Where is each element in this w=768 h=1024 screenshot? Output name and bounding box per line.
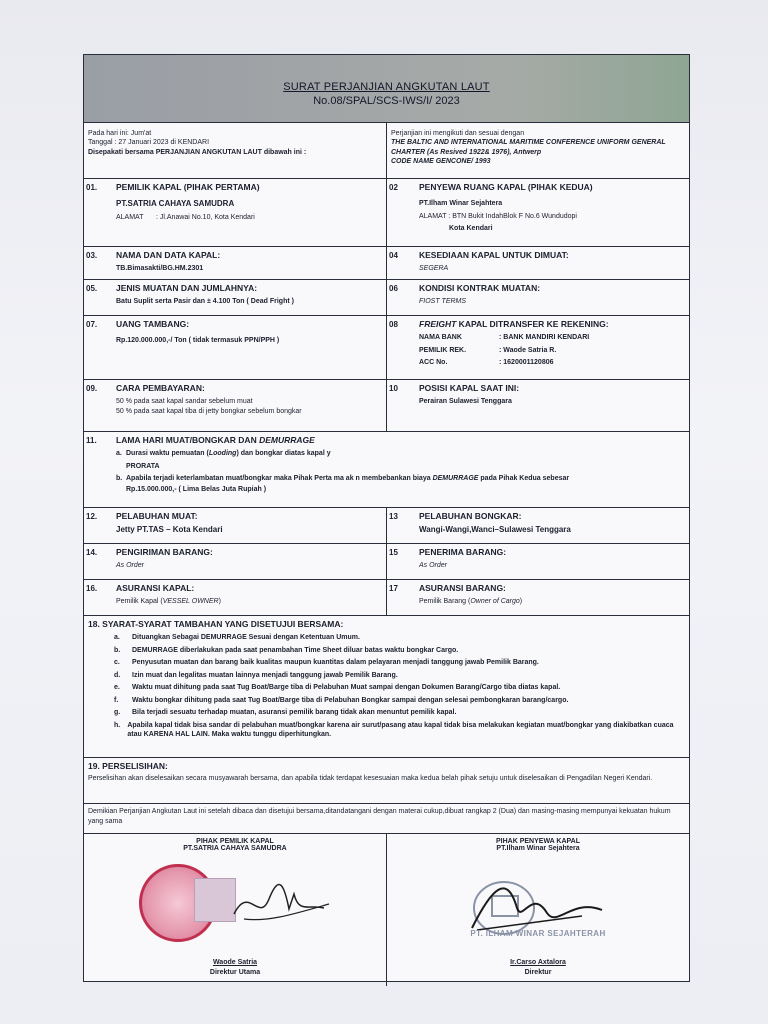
- list-continuation: PRORATA: [126, 462, 160, 470]
- section-06: [386, 280, 689, 315]
- list-text: [126, 474, 569, 483]
- term-marker: f.: [114, 696, 119, 704]
- section-value: FIOST TERMS: [419, 298, 467, 306]
- section-number: 08: [389, 320, 398, 329]
- signatory-title: Direktur Utama: [209, 969, 261, 976]
- intro-agreed: Disepakati bersama PERJANJIAN ANGKUTAN LAUT dibawah ini :: [88, 148, 307, 156]
- label-italic: DEMURRAGE: [259, 435, 315, 445]
- term-marker: b.: [114, 646, 121, 654]
- term-marker: g.: [114, 709, 121, 717]
- section-09: [84, 380, 386, 431]
- signatory-company: PT.Ilham Winar Sejahtera: [496, 845, 580, 852]
- charterer-city: Kota Kendari: [449, 225, 493, 233]
- term-marker: e.: [114, 684, 120, 692]
- freight-label-rest: KAPAL DITRANSFER KE REKENING:: [456, 319, 609, 329]
- text-part: Pemilik Barang (: [419, 598, 471, 606]
- section-row-12-13: [84, 508, 689, 544]
- term-text: Apabila kapal tidak bisa sandar di pelabuhan muat/bongkar karena air surut/pasang atau kapal tidak bisa melakukan kegiatan muat/bongkar yang diakibatkan cuaca atau KARENA HAL LAIN. Maka waktu tunggu diperhitungkan.: [127, 721, 674, 738]
- section-label: 19. PERSELISIHAN:: [88, 761, 168, 771]
- section-label: PELABUHAN MUAT:: [116, 511, 198, 521]
- label-part: LAMA HARI MUAT/BONGKAR DAN: [116, 435, 260, 445]
- section-number: 10: [389, 384, 398, 393]
- signatory-role: PIHAK PEMILIK KAPAL: [196, 838, 274, 845]
- section-label: KONDISI KONTRAK MUATAN:: [419, 283, 541, 293]
- signatory-name: Ir.Carso Axtalora: [510, 959, 566, 966]
- section-row-09-10: [84, 380, 689, 432]
- section-10: [386, 380, 689, 431]
- section-row-03-04: [84, 247, 689, 280]
- intro-ref-charter: THE BALTIC AND INTERNATIONAL MARITIME CONFERENCE UNIFORM GENERAL CHARTER (As Resived 1922& 1976), Antwerp: [391, 139, 666, 156]
- term-item: [114, 683, 685, 692]
- list-item: [116, 449, 685, 458]
- list-marker: a.: [116, 450, 122, 458]
- intro-row: [84, 123, 689, 179]
- address-key: ALAMAT: [116, 214, 144, 222]
- section-number: 06: [389, 284, 398, 293]
- acc-key: ACC No.: [419, 359, 448, 367]
- bank-value: : BANK MANDIRI KENDARI: [499, 334, 590, 342]
- section-row-18: [84, 616, 689, 758]
- section-number: 01.: [86, 183, 98, 192]
- section-value: Wangi-Wangi,Wanci–Sulawesi Tenggara: [419, 525, 571, 535]
- term-text: Waktu muat dihitung pada saat Tug Boat/Barge tiba di Pelabuhan Muat sampai dengan Dokumen Barang/Cargo tiba diatas kapal.: [132, 684, 561, 692]
- term-marker: a.: [114, 634, 120, 642]
- section-number: 07.: [86, 320, 98, 329]
- section-label: KESEDIAAN KAPAL UNTUK DIMUAT:: [419, 250, 569, 260]
- section-number: 12.: [86, 512, 98, 521]
- section-19: [84, 758, 689, 803]
- section-label: ASURANSI KAPAL:: [116, 583, 195, 593]
- term-item: [114, 721, 685, 740]
- section-number: 11.: [86, 436, 97, 445]
- section-14: [84, 544, 386, 579]
- intro-left: [84, 123, 386, 178]
- section-value: [419, 597, 685, 606]
- text-part: Apabila terjadi keterlambatan muat/bongkar maka Pihak Perta ma ak n membebankan biaya: [126, 475, 433, 483]
- payment-line-2: 50 % pada saat kapal tiba di jetty bongkar sebelum bongkar: [116, 407, 302, 415]
- section-17: [386, 580, 689, 615]
- section-18: [84, 616, 689, 757]
- section-label: PENYEWA RUANG KAPAL (PIHAK KEDUA): [419, 182, 593, 192]
- term-text: DEMURRAGE diberlakukan pada saat penambahan Time Sheet diluar batas waktu bongkar Cargo.: [132, 646, 459, 654]
- term-item: [114, 696, 685, 705]
- section-value: Perairan Sulawesi Tenggara: [419, 398, 512, 406]
- section-02: [386, 179, 689, 246]
- signatory-title: Direktur: [524, 969, 552, 976]
- owner-address: [116, 213, 382, 222]
- section-value: As Order: [419, 562, 448, 570]
- section-16: [84, 580, 386, 615]
- text-part: Durasi waktu pemuatan (: [126, 450, 209, 458]
- term-marker: h.: [114, 721, 121, 729]
- section-row-01-02: [84, 179, 689, 247]
- term-item: [114, 646, 685, 655]
- section-value: Rp.120.000.000,-/ Ton ( tidak termasuk PPN/PPH ): [116, 337, 280, 345]
- acc-value: : 1620001120806: [499, 359, 554, 367]
- term-item: [114, 708, 685, 717]
- section-number: 15: [389, 548, 398, 557]
- list-item: [116, 474, 685, 483]
- section-03: [84, 247, 386, 279]
- section-label: PENERIMA BARANG:: [419, 547, 507, 557]
- text-part: pada Pihak Kedua sebesar: [478, 475, 570, 483]
- owner-key: PEMILIK REK.: [419, 346, 467, 354]
- section-number: 04: [389, 251, 398, 260]
- section-row-14-15: [84, 544, 689, 580]
- section-label: PENGIRIMAN BARANG:: [116, 547, 213, 557]
- section-row-19: [84, 758, 689, 804]
- section-value: TB.Bimasakti/BG.HM.2301: [116, 265, 204, 273]
- term-text: Izin muat dan legalitas muatan lainnya menjadi tanggung jawab Pemilik Barang.: [132, 671, 398, 679]
- document-header: [84, 55, 689, 123]
- section-label: UANG TAMBANG:: [116, 319, 190, 329]
- section-label: [419, 319, 685, 330]
- section-label: PEMILIK KAPAL (PIHAK PERTAMA): [116, 182, 260, 192]
- signatory-company: PT.SATRIA CAHAYA SAMUDRA: [183, 845, 287, 852]
- list-marker: b.: [116, 475, 123, 483]
- signature-left: [84, 834, 386, 986]
- intro-day: Pada hari ini: Jum'at: [88, 130, 152, 137]
- section-number: 03.: [86, 251, 98, 260]
- charterer-address: ALAMAT : BTN Bukit IndahBlok F No.6 Wundudopi: [419, 212, 577, 220]
- section-number: 09.: [86, 384, 98, 393]
- text-part: ) dan bongkar diatas kapal y: [236, 450, 331, 458]
- section-value: SEGERA: [419, 265, 449, 273]
- section-row-05-06: [84, 280, 689, 316]
- section-number: 13: [389, 512, 398, 521]
- section-number: 05.: [86, 284, 98, 293]
- section-08: [386, 316, 689, 379]
- section-01: [84, 179, 386, 246]
- owner-company: PT.SATRIA CAHAYA SAMUDRA: [116, 199, 235, 209]
- section-07: [84, 316, 386, 379]
- text-part: ): [218, 598, 221, 606]
- intro-date: Tanggal : 27 Januari 2023 di KENDARI: [88, 139, 210, 147]
- term-marker: c.: [114, 659, 120, 667]
- closing-text: Demikian Perjanjian Angkutan Laut ini setelah dibaca dan disetujui bersama,ditandatangani dengan materai cukup,dibuat rangkap 2 (Dua) dan masing-masing mempunyai kekuatan hukum yang sama: [88, 808, 671, 826]
- term-text: Dituangkan Sebagai DEMURRAGE Sesuai dengan Ketentuan Umum.: [132, 634, 360, 642]
- company-stamp-text: PT. ILHAM WINAR SEJAHTERAH: [470, 929, 606, 938]
- additional-terms-list: [114, 633, 685, 739]
- section-label: ASURANSI BARANG:: [419, 583, 506, 593]
- section-label: POSISI KAPAL SAAT INI:: [419, 383, 520, 393]
- text-italic: VESSEL OWNER: [162, 598, 219, 606]
- section-number: 02: [389, 183, 398, 192]
- section-11: [84, 432, 689, 507]
- section-label: [116, 435, 685, 446]
- duration-list: [116, 449, 685, 494]
- section-12: [84, 508, 386, 543]
- term-text: Bila terjadi sesuatu terhadap muatan, asuransi pemilik barang tidak akan menuntut pemilik kapal.: [132, 709, 457, 717]
- section-05: [84, 280, 386, 315]
- text-italic: DEMURRAGE: [432, 475, 479, 483]
- section-row-16-17: [84, 580, 689, 616]
- term-marker: d.: [114, 671, 121, 679]
- account-owner-row: [419, 346, 685, 355]
- section-label: CARA PEMBAYARAN:: [116, 383, 205, 393]
- term-item: [114, 671, 685, 680]
- section-number: 16.: [86, 584, 98, 593]
- intro-ref-line: Perjanjian ini mengikuti dan sesuai dengan: [391, 130, 525, 137]
- signature-right: [386, 834, 689, 986]
- signature-row: [84, 834, 689, 986]
- agreement-document: [83, 54, 690, 982]
- text-italic: Owner of Cargo: [470, 598, 520, 606]
- section-15: [386, 544, 689, 579]
- section-13: [386, 508, 689, 543]
- term-item: [114, 633, 685, 642]
- signatory-name: Waode Satria: [212, 959, 258, 966]
- intro-ref-code: CODE NAME GENCONE/ 1993: [391, 158, 491, 166]
- section-value: Jetty PT.TAS – Kota Kendari: [116, 525, 223, 535]
- term-text: Waktu bongkar dihitung pada saat Tug Boat/Barge tiba di Pelabuhan Bongkar sampai dengan selesai pembongkaran barang/cargo.: [132, 696, 569, 704]
- account-number-row: [419, 358, 685, 367]
- text-part: ): [519, 598, 523, 606]
- section-label: JENIS MUATAN DAN JUMLAHNYA:: [116, 283, 258, 293]
- signature-icon: [224, 874, 334, 934]
- term-item: [114, 658, 685, 667]
- document-number: No.08/SPAL/SCS-IWS/I/ 2023: [313, 95, 460, 107]
- section-row-11: [84, 432, 689, 508]
- signatory-role: PIHAK PENYEWA KAPAL: [495, 838, 580, 845]
- section-label: NAMA DAN DATA KAPAL:: [116, 250, 221, 260]
- section-value: [116, 597, 382, 606]
- section-value: As Order: [116, 562, 145, 570]
- list-continuation: Rp.15.000.000,- ( Lima Belas Juta Rupiah ): [126, 485, 267, 493]
- bank-key: NAMA BANK: [419, 334, 462, 342]
- section-label: 18. SYARAT-SYARAT TAMBAHAN YANG DISETUJUI BERSAMA:: [88, 619, 344, 629]
- owner-value: : Waode Satria R.: [499, 346, 557, 354]
- dispute-text: Perselisihan akan diselesaikan secara musyawarah bersama, dan apabila tidak terdapat kesesuaian maka kedua belah pihak setuju untuk diselesaikan di Pengadilan Negeri Kendari.: [88, 775, 653, 783]
- address-value: : Jl.Anawai No.10, Kota Kendari: [156, 214, 255, 222]
- document-title: SURAT PERJANJIAN ANGKUTAN LAUT: [283, 81, 490, 93]
- charterer-company: PT.Ilham Winar Sejahtera: [419, 200, 503, 208]
- list-text: [126, 449, 331, 458]
- section-04: [386, 247, 689, 279]
- text-part: Pemilik Kapal (: [116, 598, 163, 606]
- section-label: PELABUHAN BONGKAR:: [419, 511, 522, 521]
- section-number: 17: [389, 584, 398, 593]
- bank-name-row: [419, 333, 685, 342]
- intro-right: [386, 123, 689, 178]
- section-row-07-08: [84, 316, 689, 380]
- term-text: Penyusutan muatan dan barang baik kualitas maupun kuantitas dalam pelayaran menjadi tanggung jawab Pemilik Barang.: [132, 659, 539, 667]
- section-number: 14.: [86, 548, 98, 557]
- payment-line-1: 50 % pada saat kapal sandar sebelum muat: [116, 398, 253, 406]
- freight-italic: FREIGHT: [419, 319, 457, 329]
- closing-row: [84, 804, 689, 834]
- section-value: Batu Suplit serta Pasir dan ± 4.100 Ton ( Dead Fright ): [116, 298, 294, 306]
- text-italic: Looding: [208, 450, 237, 458]
